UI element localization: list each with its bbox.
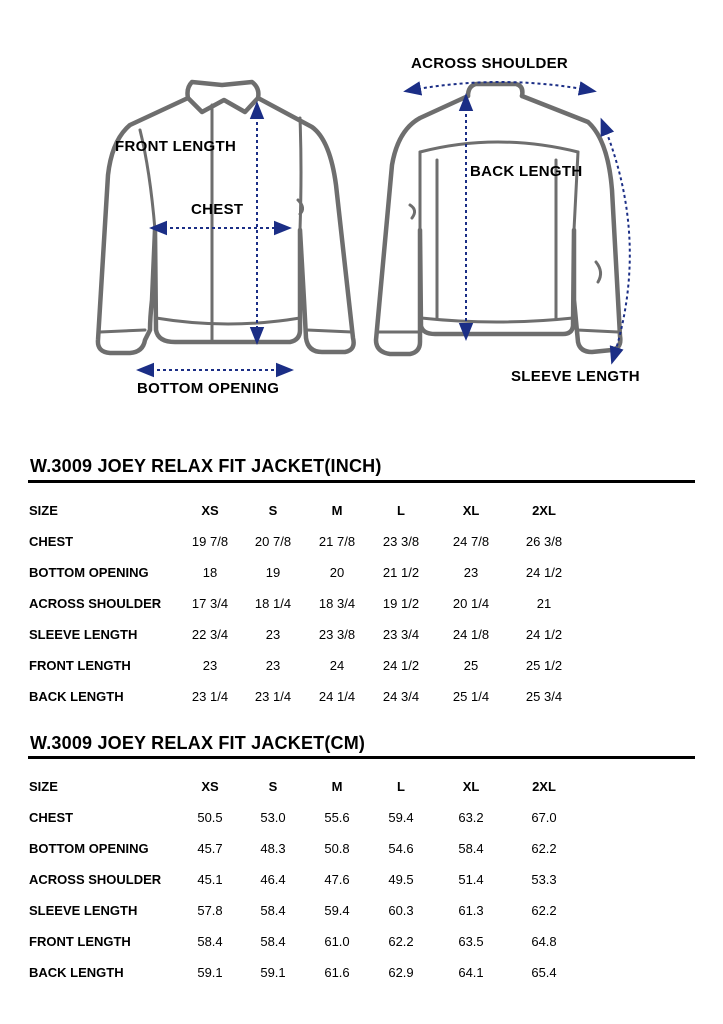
size-header-cell: XL [462,779,480,794]
measurement-name: BACK LENGTH [29,689,124,704]
measurement-value: 51.4 [458,872,484,887]
measurement-value: 24 [329,658,345,673]
measurement-value: 62.2 [388,934,414,949]
measurement-value: 21 [536,596,552,611]
table-row [0,596,723,616]
measurement-value: 53.0 [260,810,286,825]
measurement-value: 46.4 [260,872,286,887]
chest-label: CHEST [191,201,244,218]
size-header-cell: L [397,503,405,518]
size-header-cell: XS [201,503,219,518]
measurement-name: ACROSS SHOULDER [29,596,162,611]
measurement-value: 24 1/2 [525,565,563,580]
size-header-cell: L [397,779,405,794]
measurement-value: 49.5 [388,872,414,887]
table-row [0,903,723,923]
back-length-label: BACK LENGTH [470,163,583,180]
measurement-value: 26 3/8 [525,534,563,549]
measurement-value: 63.5 [458,934,484,949]
measurement-name: CHEST [29,534,74,549]
measurement-value: 45.1 [197,872,223,887]
measurement-value: 48.3 [260,841,286,856]
measurement-value: 17 3/4 [191,596,229,611]
measurement-name: ACROSS SHOULDER [29,872,162,887]
size-header-cell: 2XL [532,503,556,518]
table-row [0,841,723,861]
measurement-value: 23 3/4 [382,627,420,642]
table-row [0,534,723,554]
measurement-value: 50.8 [324,841,350,856]
measurement-name: SLEEVE LENGTH [29,903,138,918]
size-header-cell: M [331,779,343,794]
measurement-value: 24 1/8 [452,627,490,642]
measurement-value: 62.9 [388,965,414,980]
cm-table-divider [28,756,695,759]
measurement-value: 50.5 [197,810,223,825]
size-header-cell: XS [201,779,219,794]
table-row [0,689,723,709]
measurement-value: 62.2 [531,903,557,918]
size-column-header: SIZE [29,503,58,518]
table-header-row [0,503,723,523]
measurement-value: 21 7/8 [318,534,356,549]
size-column-header: SIZE [29,779,58,794]
table-row [0,965,723,985]
inch-table-title: W.3009 JOEY RELAX FIT JACKET(INCH) [30,456,382,476]
sleeve-length-label: SLEEVE LENGTH [511,368,640,385]
across-shoulder-label: ACROSS SHOULDER [411,55,569,72]
measurement-value: 55.6 [324,810,350,825]
table-header-row [0,779,723,799]
measurement-value: 59.1 [197,965,223,980]
measurement-value: 20 1/4 [452,596,490,611]
measurement-value: 60.3 [388,903,414,918]
measurement-value: 45.7 [197,841,223,856]
measurement-value: 18 3/4 [318,596,356,611]
measurement-value: 63.2 [458,810,484,825]
measurement-value: 19 1/2 [382,596,420,611]
measurement-value: 47.6 [324,872,350,887]
measurement-value: 20 [329,565,345,580]
measurement-value: 23 [463,565,479,580]
measurement-value: 20 7/8 [254,534,292,549]
measurement-value: 23 [202,658,218,673]
measurement-value: 61.0 [324,934,350,949]
measurement-name: BACK LENGTH [29,965,124,980]
table-row [0,934,723,954]
measurement-value: 59.4 [324,903,350,918]
back-jacket-illustration [376,84,620,354]
measurement-value: 65.4 [531,965,557,980]
cm-table-title: W.3009 JOEY RELAX FIT JACKET(CM) [30,733,366,753]
measurement-value: 24 7/8 [452,534,490,549]
measurement-value: 58.4 [260,934,286,949]
measurement-value: 67.0 [531,810,557,825]
measurement-value: 19 7/8 [191,534,229,549]
table-row [0,872,723,892]
measurement-value: 54.6 [388,841,414,856]
measurement-value: 64.8 [531,934,557,949]
size-header-cell: S [268,779,278,794]
table-row [0,658,723,678]
table-row [0,565,723,585]
measurement-name: FRONT LENGTH [29,934,131,949]
measurement-value: 58.4 [458,841,484,856]
measurement-name: BOTTOM OPENING [29,841,149,856]
measurement-value: 58.4 [197,934,223,949]
measurement-name: BOTTOM OPENING [29,565,149,580]
measurement-value: 18 1/4 [254,596,292,611]
measurement-value: 25 [463,658,479,673]
front-length-label: FRONT LENGTH [115,138,237,155]
measurement-value: 23 3/8 [382,534,420,549]
measurement-value: 58.4 [260,903,286,918]
measurement-value: 62.2 [531,841,557,856]
measurement-value: 25 1/4 [452,689,490,704]
table-row [0,627,723,647]
bottom-opening-label: BOTTOM OPENING [137,380,280,397]
measurement-value: 59.4 [388,810,414,825]
measurement-value: 25 1/2 [525,658,563,673]
measurement-value: 24 3/4 [382,689,420,704]
measurement-value: 64.1 [458,965,484,980]
measurement-value: 57.8 [197,903,223,918]
measurement-value: 61.6 [324,965,350,980]
table-row [0,810,723,830]
size-header-cell: 2XL [532,779,556,794]
measurement-diagram [0,0,723,430]
measurement-name: CHEST [29,810,74,825]
measurement-value: 22 3/4 [191,627,229,642]
measurement-value: 24 1/2 [525,627,563,642]
measurement-value: 61.3 [458,903,484,918]
measurement-value: 18 [202,565,218,580]
measurement-value: 53.3 [531,872,557,887]
measurement-value: 24 1/4 [318,689,356,704]
measurement-name: FRONT LENGTH [29,658,131,673]
measurement-name: SLEEVE LENGTH [29,627,138,642]
size-header-cell: M [331,503,343,518]
measurement-value: 23 [265,658,281,673]
inch-table-divider [28,480,695,483]
size-header-cell: XL [462,503,480,518]
measurement-value: 23 [265,627,281,642]
measurement-value: 25 3/4 [525,689,563,704]
measurement-value: 23 1/4 [254,689,292,704]
size-header-cell: S [268,503,278,518]
measurement-value: 21 1/2 [382,565,420,580]
measurement-value: 23 3/8 [318,627,356,642]
measurement-value: 23 1/4 [191,689,229,704]
measurement-value: 59.1 [260,965,286,980]
measurement-value: 24 1/2 [382,658,420,673]
measurement-value: 19 [265,565,281,580]
